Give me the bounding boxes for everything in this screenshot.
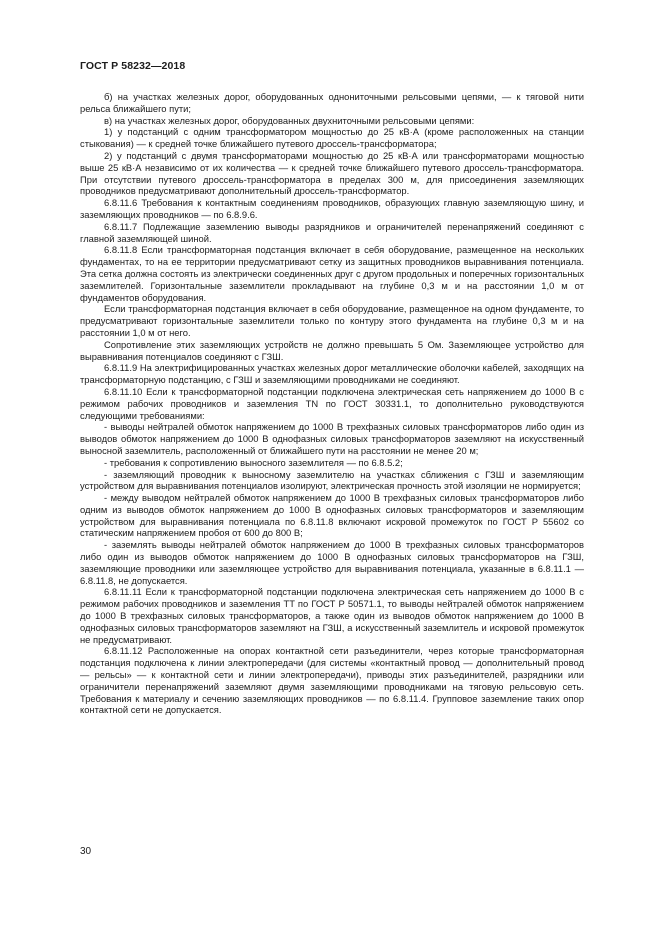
paragraph: Если трансформаторная подстанция включает в себя оборудование, размещенное на одном фундаменте, то предусматривают горизонтальные заземлители только по контуру этого фундамента на глубине 0,3 м и на расстоянии 1,0 м от него. <box>80 303 584 338</box>
list-item: - выводы нейтралей обмоток напряжением до 1000 В трехфазных силовых трансформаторов либо один из выводов обмоток напряжением до 1000 В однофазных силовых трансформаторов заземляют на искусственный выносной заземлитель, расположенный от ближайшего пути на расстоянии не менее 20 м; <box>80 421 584 456</box>
list-item: - требования к сопротивлению выносного заземлителя — по 6.8.5.2; <box>104 456 403 468</box>
paragraph: 1) у подстанций с одним трансформатором мощностью до 25 кВ·А (кроме расположенных на станции стыкования) — к средней точке ближайшего путевого дроссель-трансформатора; <box>80 126 584 150</box>
paragraph: 2) у подстанций с двумя трансформаторами мощностью до 25 кВ·А или трансформаторами мощностью выше 25 кВ·А независимо от их количества — к средней точке ближайшего путевого дроссель-трансформатора. При отсутствии путевого дроссель-трансформатора в пределах 300 м, для присоединения заземляющих проводников предусматривают дополнительный дроссель-трансформатор. <box>80 149 584 197</box>
document-header: ГОСТ Р 58232—2018 <box>80 60 186 72</box>
page-number: 30 <box>80 846 92 857</box>
paragraph: 6.8.11.7 Подлежащие заземлению выводы разрядников и ограничителей перенапряжений соединяют с главной заземляющей шиной. <box>80 220 584 244</box>
paragraph: 6.8.11.8 Если трансформаторная подстанция включает в себя оборудование, размещенное на нескольких фундаментах, то на ее территории предусматривают сетку из защитных проводников выравнивания потенциала. Эта сетка должна состоять из электрически соединенных друг с другом продольных и поперечных горизонтальных заземлителей. Горизонтальные заземлители прокладывают на глубине 0,3 м и на расстоянии 1,0 м от фундаментов оборудования. <box>80 244 584 303</box>
paragraph: 6.8.11.11 Если к трансформаторной подстанции подключена электрическая сеть напряжением до 1000 В с режимом рабочих проводников и заземления TT по ГОСТ Р 50571.1, то выводы нейтралей обмоток напряжением до 1000 В трехфазных силовых трансформаторов, а также один из выводов обмоток напряжением до 1000 В однофазных силовых трансформаторов заземляют на ГЗШ, а искусственный заземлитель и искровой промежуток не предусматривают. <box>80 586 584 645</box>
list-item: - заземлять выводы нейтралей обмоток напряжением до 1000 В трехфазных силовых трансформаторов либо один из выводов обмоток напряжением до 1000 В однофазных силовых трансформаторов на ГЗШ, заземляющие проводники или заземляющее устройство для выравнивания потенциала, указанные в 6.8.11.1 — 6.8.11.8, не допускается. <box>80 539 584 586</box>
paragraph: б) на участках железных дорог, оборудованных однониточными рельсовыми цепями, — к тяговой нити рельса ближайшего пути; <box>80 91 584 114</box>
paragraph: 6.8.11.10 Если к трансформаторной подстанции подключена электрическая сеть напряжением до 1000 В с режимом рабочих проводников и заземления TN по ГОСТ 30331.1, то дополнительно руководствуются следующими требованиями: <box>80 385 584 421</box>
list-item: - заземляющий проводник к выносному заземлителю на участках сближения с ГЗШ и заземляющим устройством для выравнивания потенциалов изолируют, электрическая прочность этой изоляции не нормируется; <box>80 468 584 492</box>
document-body <box>80 91 584 716</box>
paragraph: 6.8.11.9 На электрифицированных участках железных дорог металлические оболочки кабелей, заходящих на трансформаторную подстанцию, с ГЗШ и заземляющими проводниками не соединяют. <box>80 362 584 386</box>
list-item: - между выводом нейтралей обмоток напряжением до 1000 В трехфазных силовых трансформаторов либо одним из выводов обмоток напряжением до 1000 В однофазных силовых трансформаторов и заземляющим устройством для выравнивания потенциала по 6.8.11.8 включают искровой промежуток по ГОСТ Р 55602 со статическим напряжением пробоя от 600 до 800 В; <box>80 492 584 539</box>
paragraph: в) на участках железных дорог, оборудованных двухниточными рельсовыми цепями: <box>104 114 475 126</box>
paragraph: 6.8.11.6 Требования к контактным соединениям проводников, образующих главную заземляющую шину, и заземляющих проводников — по 6.8.9.6. <box>80 197 584 220</box>
paragraph: 6.8.11.12 Расположенные на опорах контактной сети разъединители, через которые трансформаторная подстанция подключена к линии электропередачи (для системы «контактный провод — дополнительный провод — рельсы» — к контактной сети и линии электропередачи), приводы этих разъединителей, разрядники или ограничители перенапряжений заземляют двумя заземляющими проводниками на тяговую рельсовую сеть. Требования к материалу и сечению заземляющих проводников — по 6.8.11.4. Групповое заземление таких опор контактной сети не допускается. <box>80 645 584 716</box>
paragraph: Сопротивление этих заземляющих устройств не должно превышать 5 Ом. Заземляющее устройство для выравнивания потенциалов соединяют с ГЗШ. <box>80 338 584 362</box>
